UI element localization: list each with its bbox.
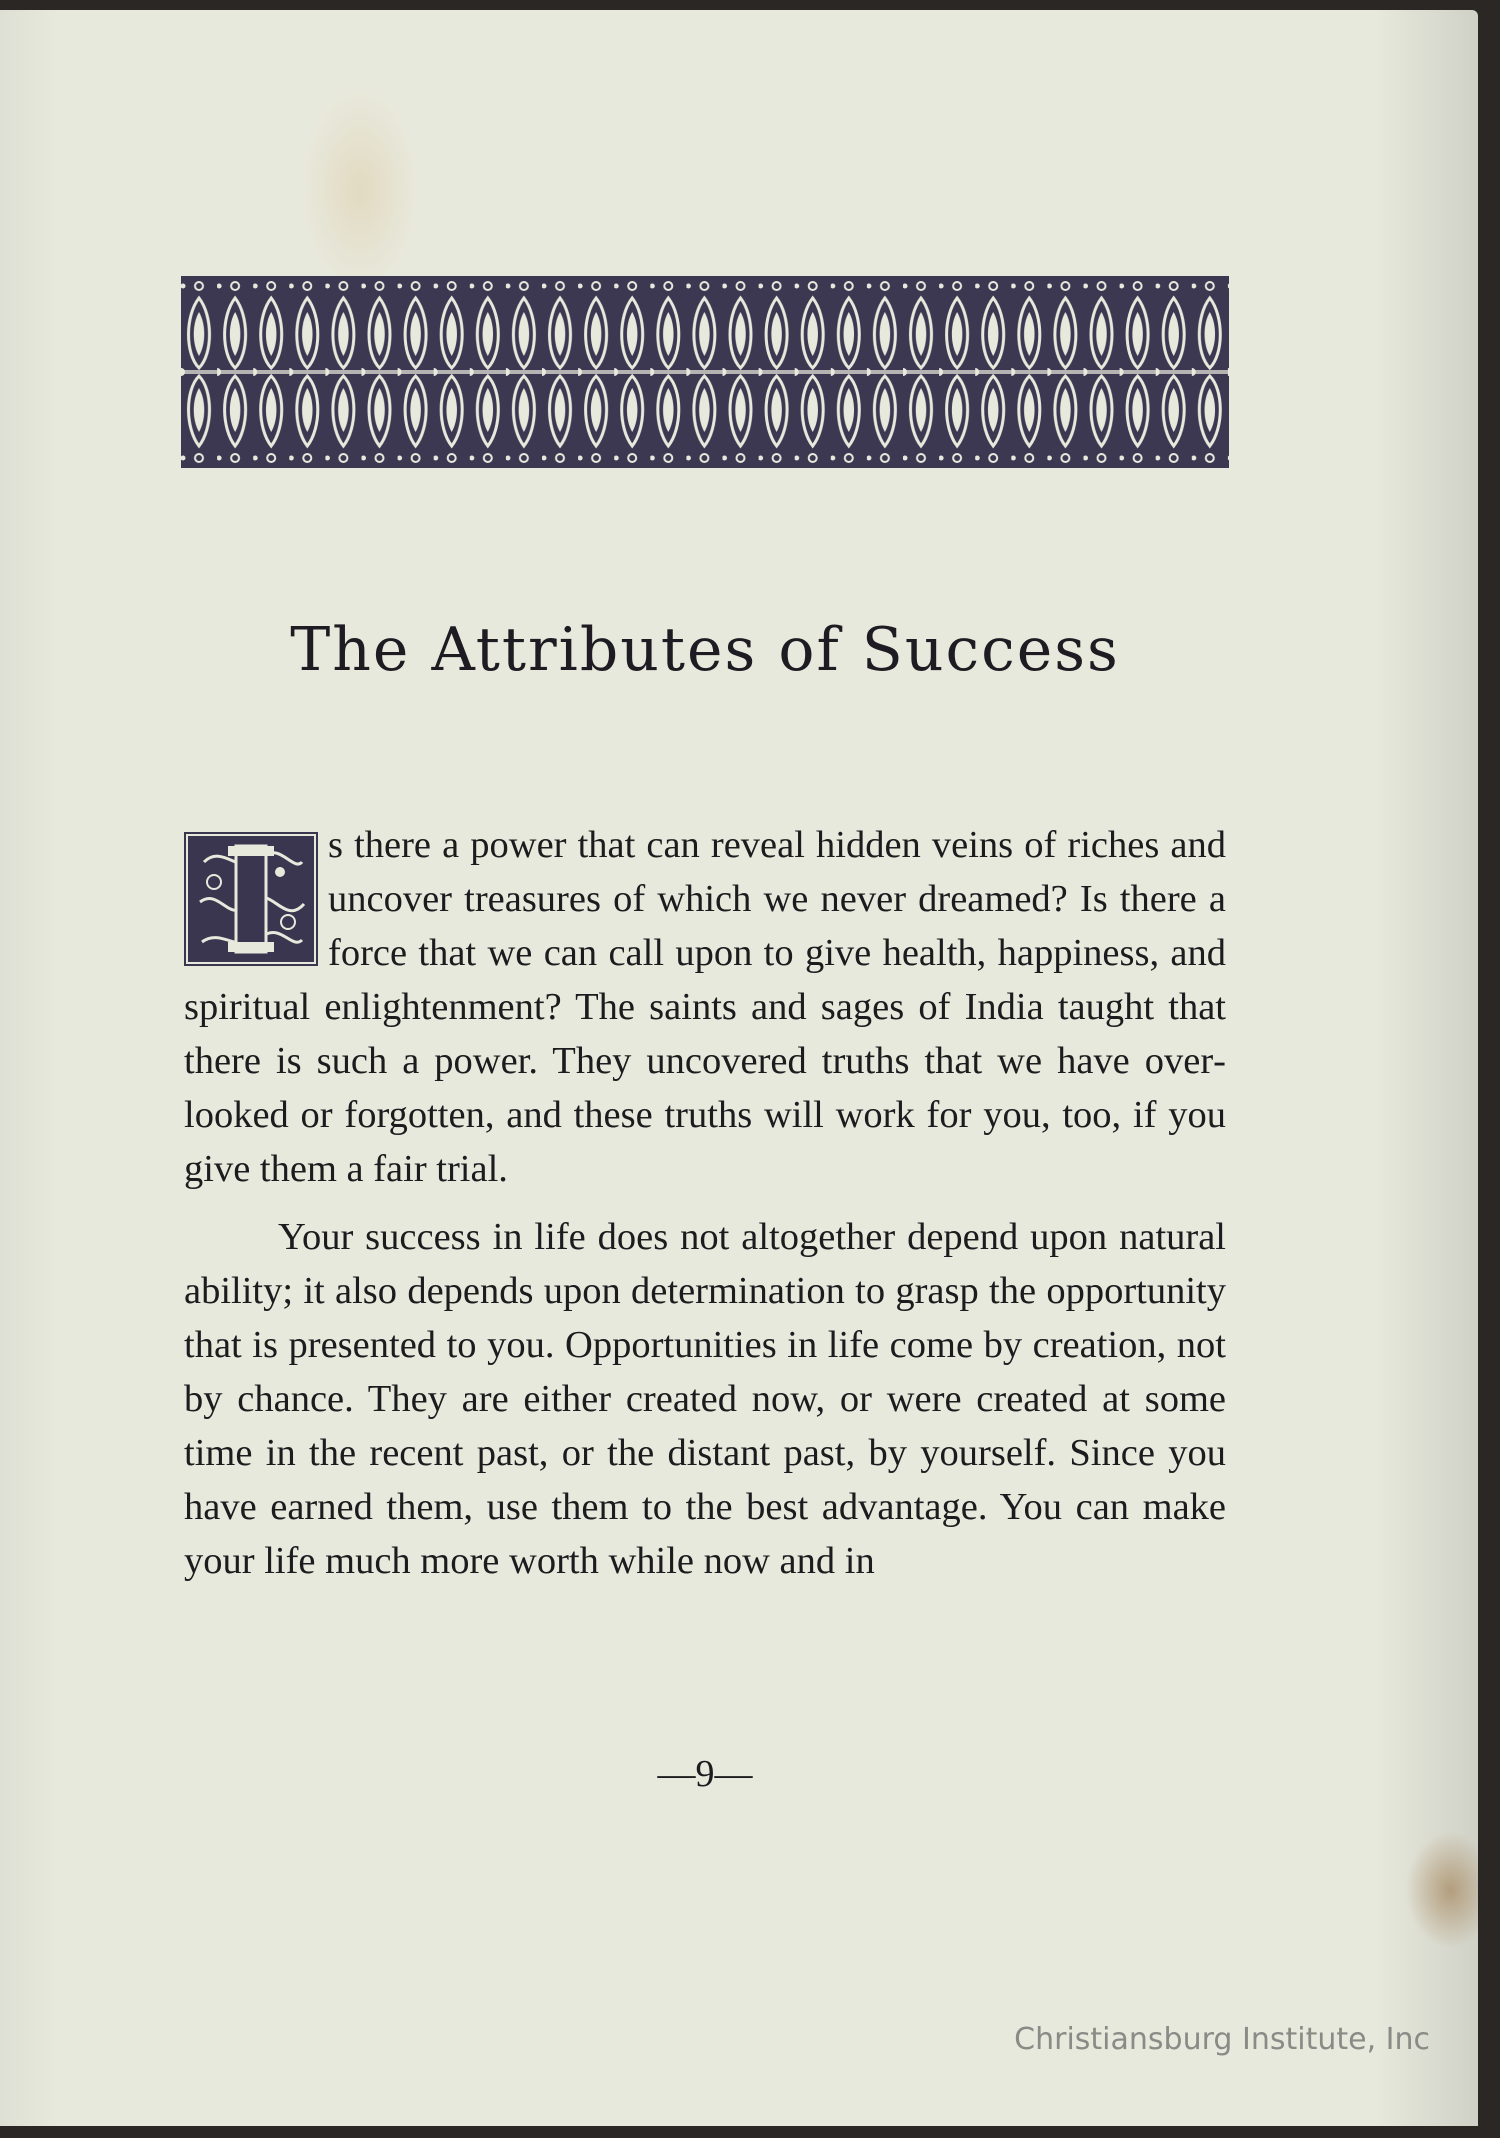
- body-text: [184, 818, 1226, 1588]
- paragraph-1: [184, 818, 1226, 1196]
- decorated-initial-icon: [184, 832, 318, 966]
- chapter-title: The Attributes of Success: [290, 615, 1120, 685]
- page-number: —9—: [657, 1753, 753, 1795]
- ornament-pattern: [181, 276, 1229, 468]
- paragraph-2: Your success in life does not altogether depend upon natural ability; it also depends upon determination to grasp the opportunity that is presented to you. Opportunities in life come by creation, not by chance. They are either created now, or were created at some time in the recent past, or the distant past, by yourself. Since you have earned them, use them to the best advantage. You can make your life much more worth while now and in: [184, 1216, 1226, 1582]
- ornamental-header-band: [181, 276, 1229, 468]
- paragraph-1-text: s there a power that can reveal hidden veins of riches and uncover treasures of which we never dreamed? Is there a force that we can call upon to give health, happiness, and spiritual enlightenment? The saints and sages of India taught that there is such a power. They uncovered truths that we have overlooked or forgotten, and these truths will work for you, too, if you give them a fair trial.: [184, 824, 1226, 1190]
- book-page: [0, 10, 1478, 2126]
- watermark-credit: Christiansburg Institute, Inc: [1014, 2022, 1430, 2057]
